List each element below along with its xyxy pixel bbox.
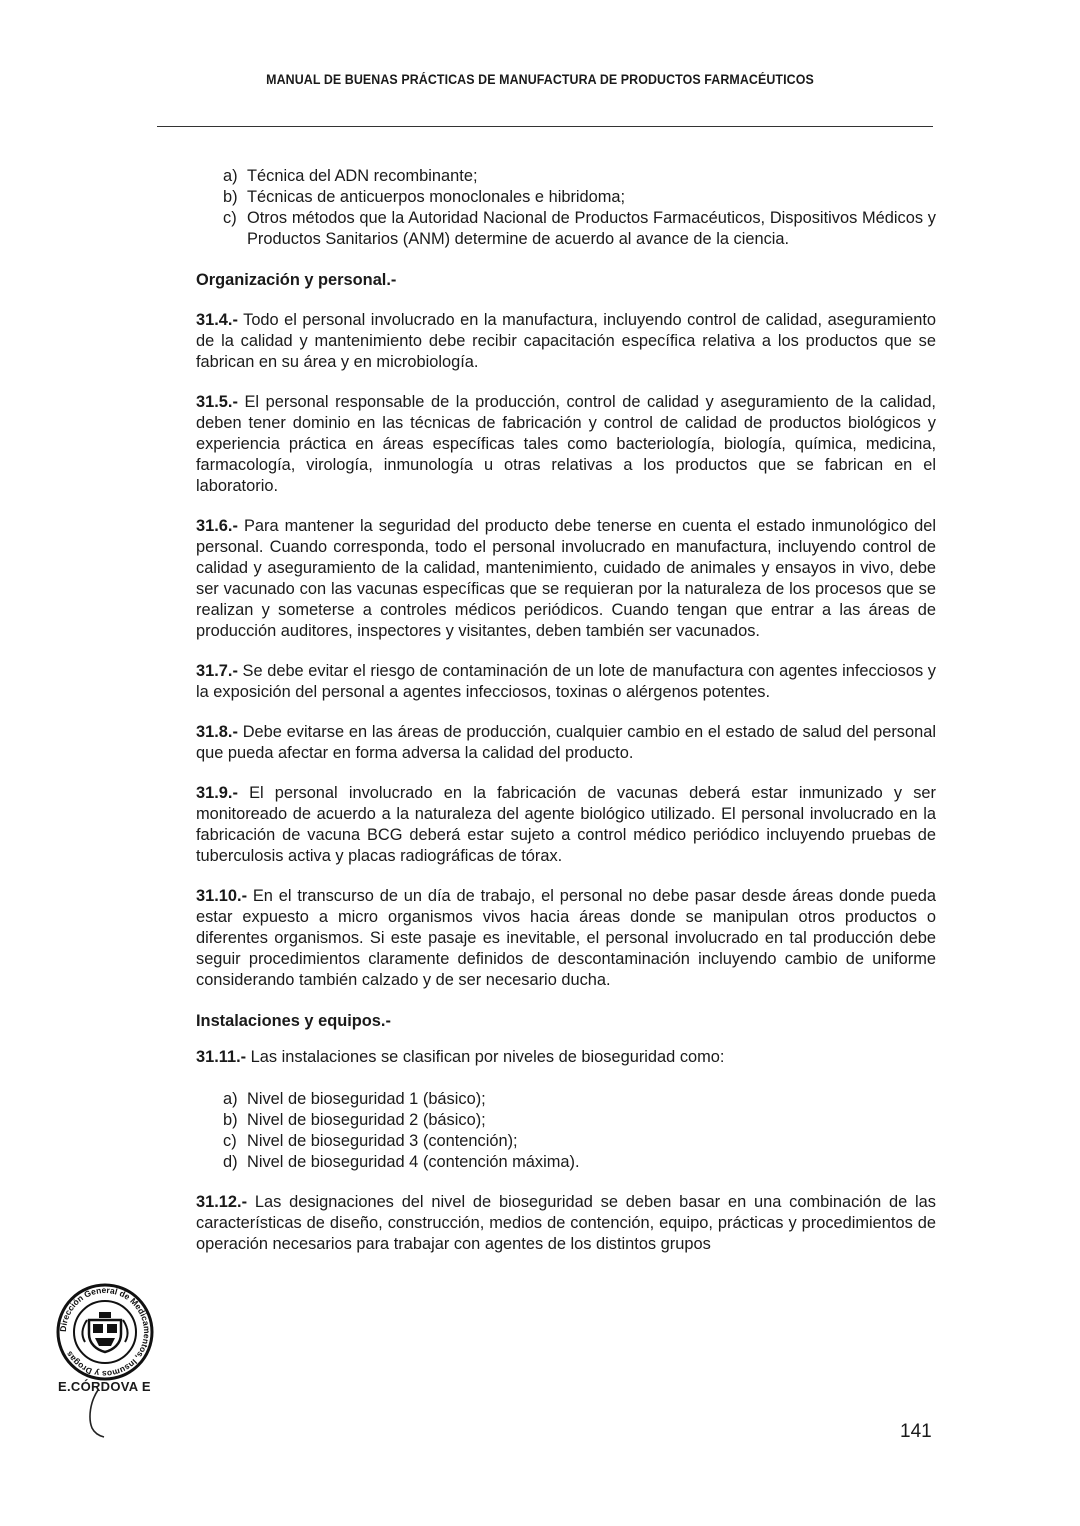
paragraph-number: 31.10.- [196, 887, 248, 905]
list-item-text: Nivel de bioseguridad 4 (contención máxima). [247, 1153, 580, 1171]
paragraph-number: 31.11.- [196, 1048, 247, 1066]
stamp-signature-caption: E.CÓRDOVA E [58, 1379, 151, 1394]
intro-list [196, 166, 936, 250]
paragraph-text: Todo el personal involucrado en la manufactura, incluyendo control de calidad, aseguramiento de la calidad y mantenimiento debe recibir capacitación específica relativa a los productos que se fabrican en su área y en microbiología. [196, 311, 936, 371]
paragraph-31-6 [196, 516, 936, 642]
list-item [196, 208, 936, 250]
list-marker: c) [223, 1132, 237, 1150]
paragraph-text: Para mantener la seguridad del producto debe tenerse en cuenta el estado inmunológico del personal. Cuando corresponda, todo el personal involucrado en manufactura, incluyendo control de calidad y aseguramiento de la calidad, mantenimiento, cuidado de animales y ensayos in vivo, debe ser vacunado con las vacunas específicas que se requieran por la naturaleza de los procesos que se realizan y someterse a controles médicos periódicos. Cuando tengan que entrar a las áreas de producción auditores, inspectores y visitantes, deben también ser vacunados. [196, 517, 936, 640]
paragraph-31-7 [196, 661, 936, 703]
paragraph-number: 31.12.- [196, 1193, 248, 1211]
paragraph-31-9 [196, 783, 936, 867]
list-marker: c) [223, 209, 237, 227]
official-stamp-seal [55, 1282, 155, 1382]
page-content [196, 166, 936, 1255]
list-item-text: Técnicas de anticuerpos monoclonales e hibridoma; [247, 188, 626, 206]
list-item-text: Nivel de bioseguridad 2 (básico); [247, 1111, 486, 1129]
list-marker: a) [223, 1090, 238, 1108]
paragraph-31-10 [196, 886, 936, 991]
paragraph-text: Las designaciones del nivel de bioseguridad se deben basar en una combinación de las características de diseño, construcción, medios de contención, equipo, prácticas y procedimientos de operación necesarios para trabajar con agentes de los distintos grupos [196, 1193, 936, 1253]
paragraph-text: Debe evitarse en las áreas de producción, cualquier cambio en el estado de salud del personal que pueda afectar en forma adversa la calidad del producto. [196, 723, 936, 762]
paragraph-text: El personal involucrado en la fabricación de vacunas deberá estar inmunizado y ser monitoreado de acuerdo a la naturaleza del agente biológico utilizado. El personal involucrado en la fabricación de vacuna BCG deberá estar sujeto a control médico periódico incluyendo pruebas de tuberculosis activa y placas radiográficas de tórax. [196, 784, 936, 865]
running-header: MANUAL DE BUENAS PRÁCTICAS DE MANUFACTURA DE PRODUCTOS FARMACÉUTICOS [266, 72, 814, 87]
list-marker: b) [223, 188, 238, 206]
svg-text:Dirección General de Medicamen [58, 1285, 152, 1379]
paragraph-text: El personal responsable de la producción, control de calidad y aseguramiento de la calidad, deben tener dominio en las técnicas de fabricación y control de calidad de productos biológicos y experiencia práctica en áreas específicas tales como bacteriología, biología, química, medicina, farmacología, virología, inmunología u otras relativas a los productos que se fabrican en el laboratorio. [196, 393, 936, 495]
paragraph-text: Se debe evitar el riesgo de contaminación de un lote de manufactura con agentes infecciosos y la exposición del personal a agentes infecciosos, toxinas o alérgenos potentes. [196, 662, 936, 701]
list-item [196, 1089, 936, 1110]
list-item [196, 187, 936, 208]
list-item-text: Nivel de bioseguridad 1 (básico); [247, 1090, 486, 1108]
paragraph-number: 31.5.- [196, 393, 238, 411]
paragraph-number: 31.9.- [196, 784, 238, 802]
list-marker: a) [223, 167, 238, 185]
list-marker: b) [223, 1111, 238, 1129]
paragraph-number: 31.8.- [196, 723, 238, 741]
list-item [196, 1110, 936, 1131]
section-heading-instalaciones: Instalaciones y equipos.- [196, 1012, 391, 1030]
list-item [196, 1152, 936, 1173]
list-marker: d) [223, 1153, 238, 1171]
paragraph-number: 31.4.- [196, 311, 238, 329]
signature-stroke [86, 1388, 106, 1438]
list-item-text: Nivel de bioseguridad 3 (contención); [247, 1132, 518, 1150]
header-rule [157, 126, 933, 127]
page-number: 141 [900, 1421, 932, 1442]
paragraph-text: Las instalaciones se clasifican por niveles de bioseguridad como: [246, 1048, 725, 1066]
biosafety-levels-list [196, 1089, 936, 1173]
list-item-text: Otros métodos que la Autoridad Nacional de Productos Farmacéuticos, Dispositivos Médicos y Productos Sanitarios (ANM) determine de acuerdo al avance de la ciencia. [247, 209, 936, 248]
list-item [196, 1131, 936, 1152]
paragraph-31-12 [196, 1192, 936, 1255]
list-item [196, 166, 936, 187]
paragraph-text: En el transcurso de un día de trabajo, el personal no debe pasar desde áreas donde pueda estar expuesto a micro organismos vivos hacia áreas donde se manipulan otros productos o diferentes organismos. Si este pasaje es inevitable, el personal involucrado en tal producción debe seguir procedimientos claramente definidos de descontaminación incluyendo cambio de uniforme considerando también calzado y de ser necesario ducha. [196, 887, 936, 989]
paragraph-31-5 [196, 392, 936, 497]
paragraph-31-8 [196, 722, 936, 764]
section-heading-organizacion: Organización y personal.- [196, 271, 397, 289]
paragraph-31-4 [196, 310, 936, 373]
list-item-text: Técnica del ADN recombinante; [247, 167, 478, 185]
paragraph-number: 31.7.- [196, 662, 238, 680]
stamp-ring-text: Dirección General de Medicamentos, Insumos y Drogas [57, 1284, 153, 1380]
paragraph-31-11 [196, 1047, 936, 1068]
paragraph-number: 31.6.- [196, 517, 238, 535]
